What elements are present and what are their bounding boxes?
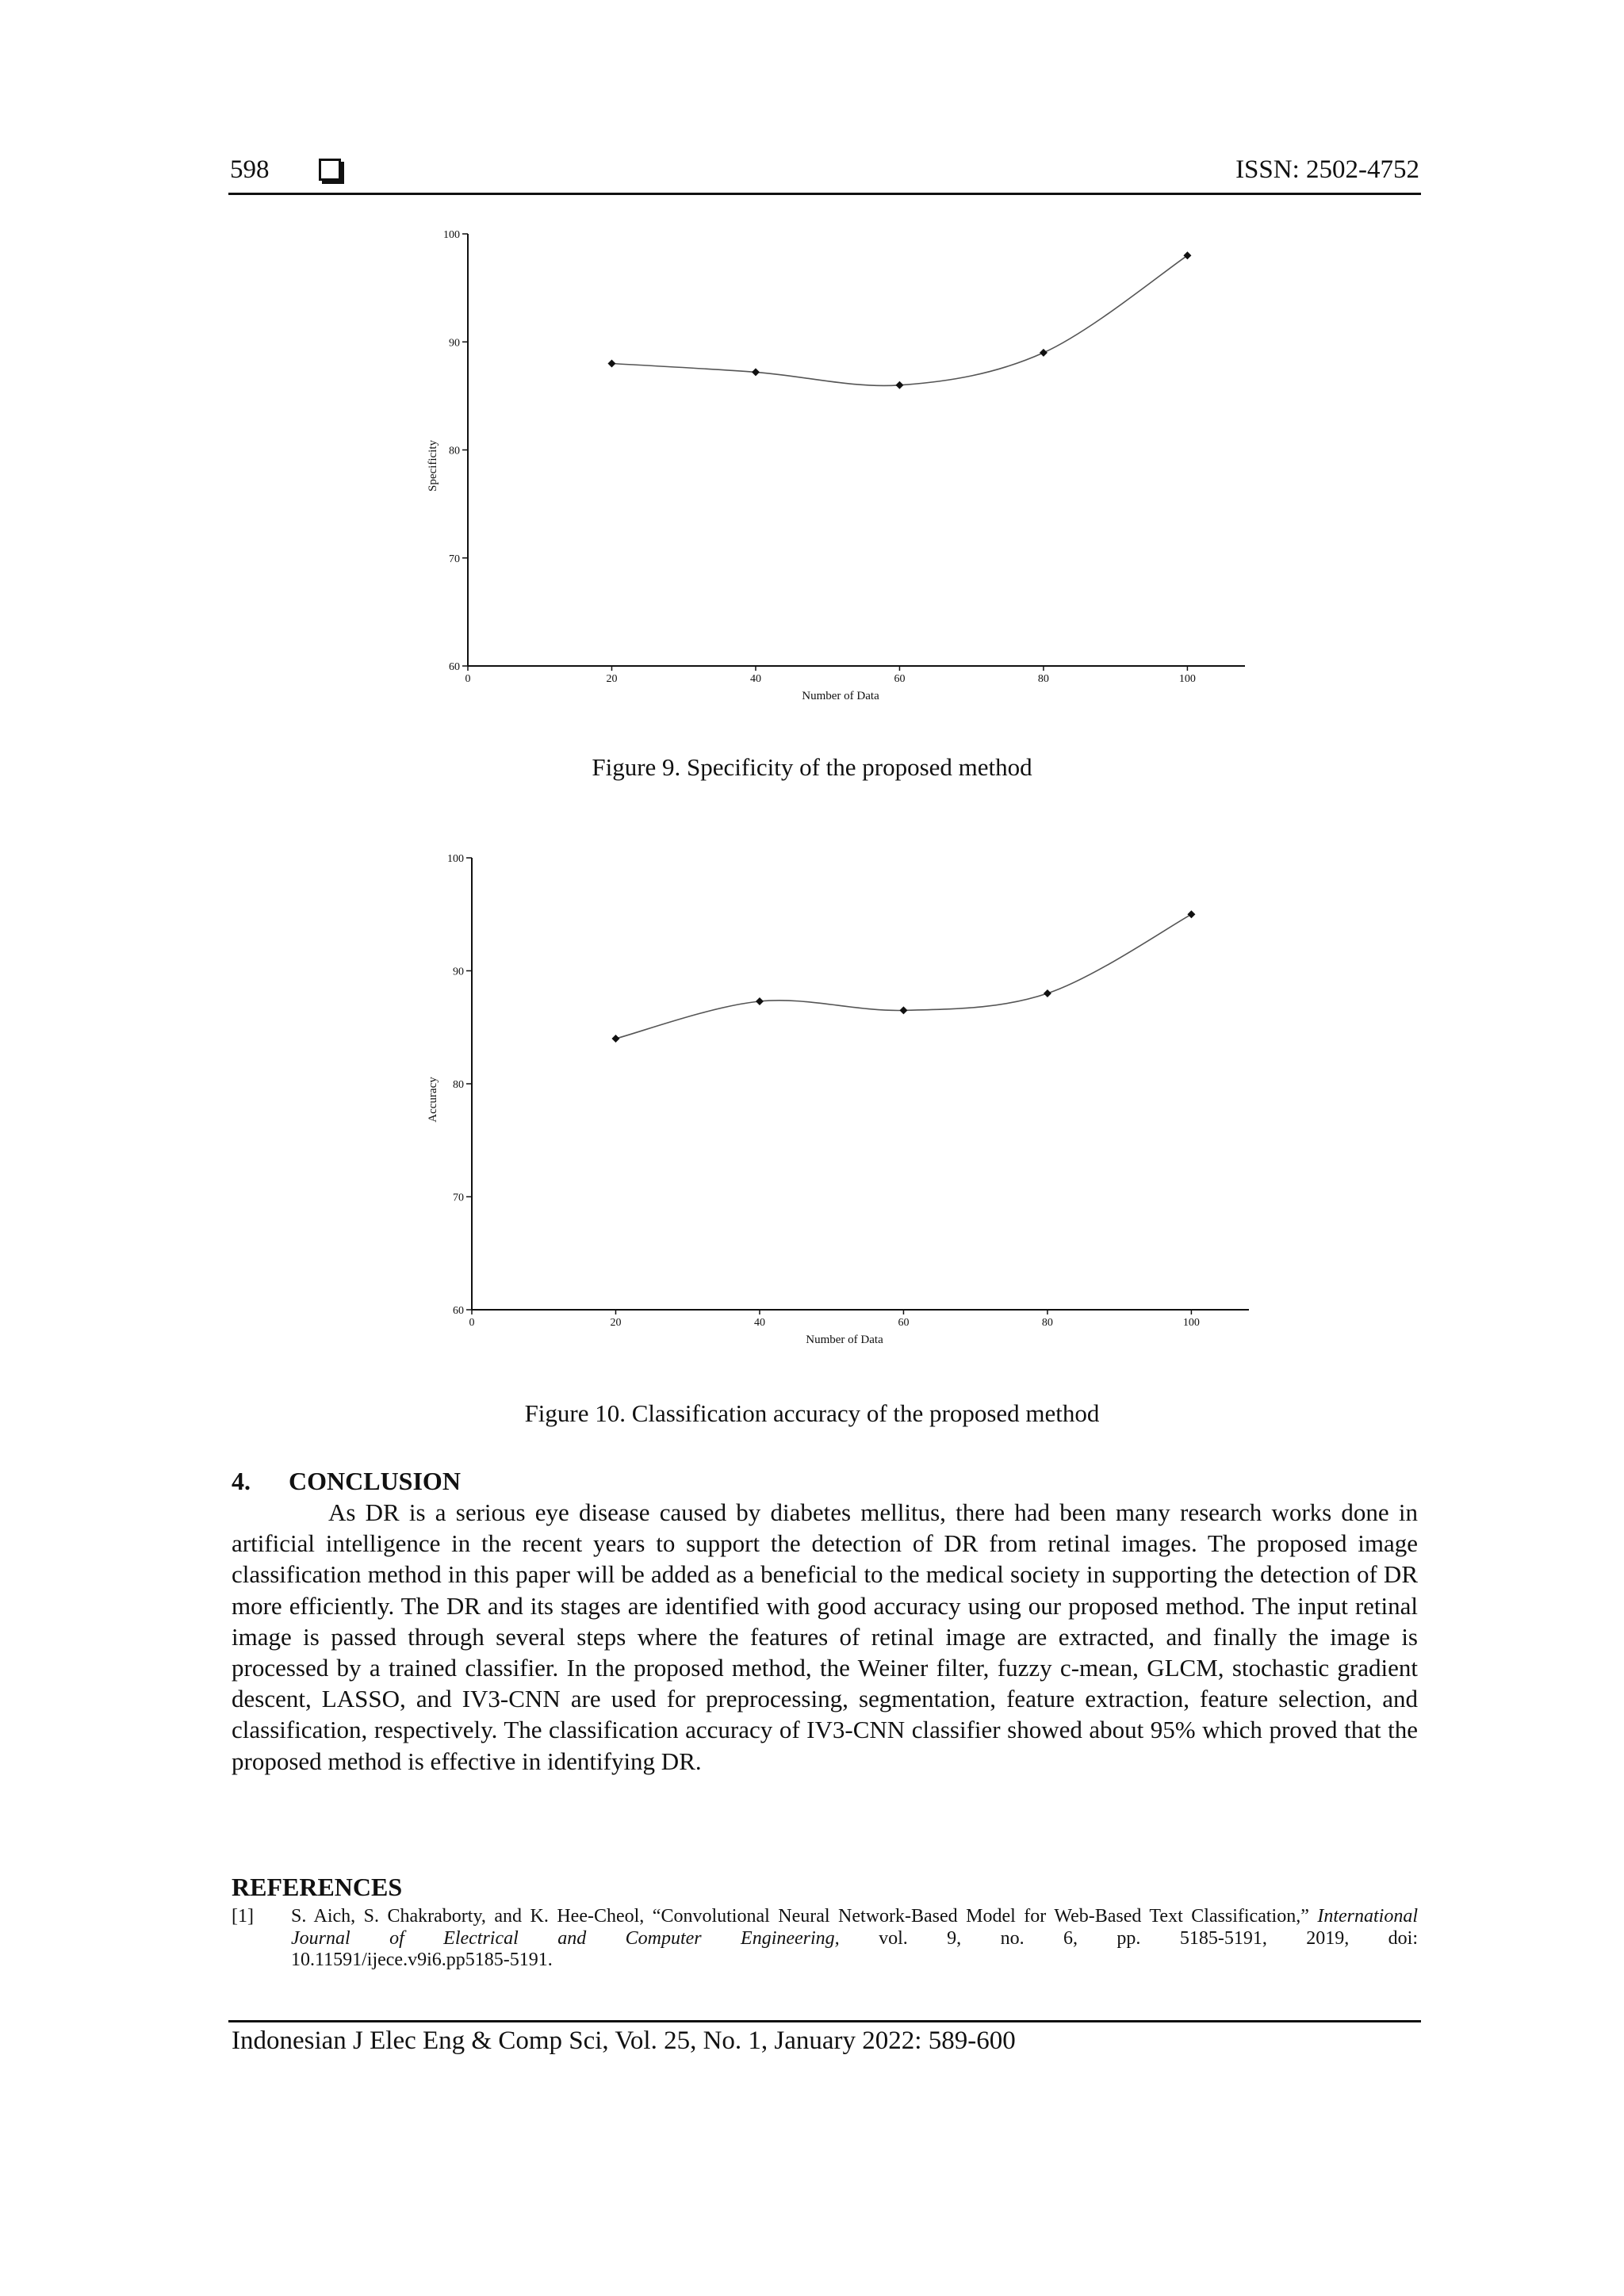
references-heading: REFERENCES xyxy=(232,1873,403,1901)
figure-9-caption: Figure 9. Specificity of the proposed method xyxy=(592,753,1032,781)
reference-index: [1] xyxy=(232,1906,254,1927)
y-tick-label: 60 xyxy=(449,661,460,673)
reference-doi: 10.11591/ijece.v9i6.pp5185-5191. xyxy=(291,1950,553,1970)
data-point xyxy=(611,1035,619,1043)
series-line xyxy=(616,914,1192,1039)
y-tick-label: 90 xyxy=(453,966,464,978)
reference-journal: International Journal of Electrical and Computer Engineering, xyxy=(291,1906,1419,1949)
section-number: 4. xyxy=(232,1467,251,1495)
reference-text xyxy=(291,1906,1418,1972)
x-tick-label: 40 xyxy=(749,673,761,685)
data-point xyxy=(1187,910,1195,918)
x-tick-label: 60 xyxy=(894,673,906,685)
page-footer: Indonesian J Elec Eng & Comp Sci, Vol. 25, No. 1, January 2022: 589-600 xyxy=(232,2026,1016,2055)
data-point xyxy=(607,360,615,368)
data-point xyxy=(1044,989,1051,997)
page-header xyxy=(230,151,1419,192)
x-tick-label: 20 xyxy=(606,673,618,685)
data-point xyxy=(895,381,903,389)
series-line xyxy=(612,255,1188,385)
reference-details: vol. 9, no. 6, pp. 5185-5191, 2019, doi: xyxy=(879,1927,1418,1949)
x-tick-label: 60 xyxy=(898,1317,910,1329)
footer-rule xyxy=(228,2020,1421,2022)
y-tick-label: 70 xyxy=(453,1192,464,1204)
x-tick-label: 0 xyxy=(469,1317,475,1329)
conclusion-heading xyxy=(232,1467,461,1496)
y-tick-label: 90 xyxy=(449,337,460,350)
y-tick-label: 60 xyxy=(453,1305,464,1317)
accuracy-chart xyxy=(412,848,1285,1364)
y-axis-label: Specificity xyxy=(427,440,439,492)
y-tick-label: 100 xyxy=(447,853,464,865)
accuracy-chart-svg xyxy=(412,848,1285,1364)
specificity-chart xyxy=(412,226,1285,718)
data-point xyxy=(756,997,764,1005)
specificity-chart-svg xyxy=(412,226,1285,718)
figure-10-caption: Figure 10. Classification accuracy of the proposed method xyxy=(524,1399,1100,1427)
reference-authors-title: S. Aich, S. Chakraborty, and K. Hee-Cheol, “Convolutional Neural Network-Based Model for Web-Based Text Classification,” xyxy=(291,1906,1309,1927)
x-tick-label: 100 xyxy=(1178,673,1196,685)
x-tick-label: 80 xyxy=(1041,1317,1053,1329)
reference-item xyxy=(232,1906,1418,1972)
data-point xyxy=(1183,251,1191,259)
y-tick-label: 70 xyxy=(449,553,460,565)
data-point xyxy=(899,1006,907,1014)
data-point xyxy=(1040,349,1048,357)
y-tick-label: 100 xyxy=(443,229,460,241)
x-tick-label: 80 xyxy=(1037,673,1049,685)
y-tick-label: 80 xyxy=(453,1079,464,1091)
x-tick-label: 100 xyxy=(1182,1317,1200,1329)
conclusion-paragraph: As DR is a serious eye disease caused by diabetes mellitus, there had been many research works done in artificial intelligence in the recent years to support the detection of DR from retinal images. The proposed image classification method in this paper will be added as a beneficial to the medical society in supporting the detection of DR more efficiently. The DR and its stages are identified with good accuracy using our proposed method. The input retinal image is passed through several steps where the features of retinal image are extracted, and finally the image is processed by a trained classifier. In the proposed method, the Weiner filter, fuzzy c-mean, GLCM, stochastic gradient descent, LASSO, and IV3-CNN are used for preprocessing, segmentation, feature extraction, feature selection, and classification, respectively. The classification accuracy of IV3-CNN classifier showed about 95% which proved that the proposed method is effective in identifying DR. xyxy=(232,1498,1418,1775)
y-tick-label: 80 xyxy=(449,445,460,457)
y-axis-label: Accuracy xyxy=(427,1077,439,1123)
header-rule xyxy=(228,193,1421,195)
issn: ISSN: 2502-4752 xyxy=(1235,155,1419,184)
section-title: CONCLUSION xyxy=(289,1467,461,1495)
data-point xyxy=(752,368,760,376)
x-axis-label: Number of Data xyxy=(802,690,879,702)
x-tick-label: 20 xyxy=(610,1317,622,1329)
x-tick-label: 0 xyxy=(465,673,471,685)
square-box-icon xyxy=(319,159,341,181)
x-axis-label: Number of Data xyxy=(806,1334,883,1346)
x-tick-label: 40 xyxy=(753,1317,765,1329)
page-number: 598 xyxy=(230,155,270,184)
